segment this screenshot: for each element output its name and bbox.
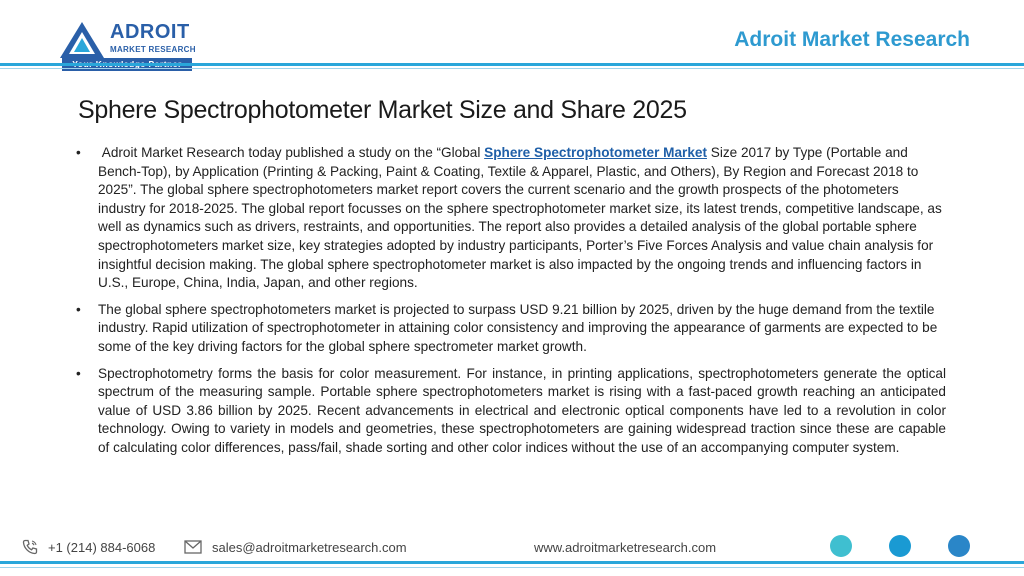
footer-phone[interactable] — [22, 537, 155, 557]
footer — [0, 537, 1024, 557]
phone-number: +1 (214) 884-6068 — [48, 539, 156, 555]
triangle-logo-icon — [60, 20, 108, 60]
bullet: • — [76, 301, 81, 317]
list-item — [74, 144, 946, 293]
paragraph-text: Adroit Market Research today published a study on the “Global Sphere Spectrophotometer Market Size 2017 by Type (Portable and Bench-Top), by Application (Printing & Packing, Paint & Coating, Textile & Apparel, Plastic, and Others), By Region and Forecast 2018 to 2025”. The global sphere spectrophotometers market report covers the current scenario and the growth prospects of the photometers industry for 2018-2025. The global report focusses on the sphere spectrophotometer market size, its latest trends, competitive landscape, as well as dynamics such as drivers, restraints, and opportunities. The report also provides a detailed analysis of the global portable sphere spectrophotometers market size, key strategies adopted by industry participants, Porter’s Five Forces Analysis and value chain analysis for insightful decision making. The global sphere spectrophotometer market is also impacted by the ongoing trends and influencing factors in U.S., Europe, China, India, Japan, and other regions. — [98, 145, 942, 291]
decorative-dot-3 — [948, 535, 970, 557]
footer-divider — [0, 561, 1024, 564]
content-list — [74, 144, 946, 466]
header-divider-thin — [0, 68, 1024, 69]
paragraph-text: Spectrophotometry forms the basis for color measurement. For instance, in printing applications, spectrophotometers generate the optical spectrum of the measuring sample. Portable sphere spectrophotometers market is rising with a fast-paced growth reaching an anticipated value of USD 3.86 billion by 2025. Recent advancements in electrical and electronic optical components have led to a revolution in color technology. Owing to variety in models and geometries, these spectrophotometers are gaining widespread traction since these are capable of calculating color differences, pass/fail, shade sorting and other color indices without the use of an accompanying computer system. — [98, 365, 946, 455]
envelope-icon — [184, 540, 202, 554]
bullet: • — [76, 145, 81, 160]
market-report-link[interactable]: Sphere Spectrophotometer Market — [484, 145, 707, 160]
paragraph-text: The global sphere spectrophotometers market is projected to surpass USD 9.21 billion by 2025, driven by the huge demand from the textile industry. Rapid utilization of spectrophotometer in attaining color consistency and improving the appearance of garments are expected to be some of the key driving factors for the global sphere spectrometer market growth. — [98, 301, 938, 354]
footer-email[interactable] — [184, 537, 407, 557]
list-item — [74, 365, 946, 458]
bullet: • — [76, 365, 81, 381]
phone-icon — [22, 539, 38, 555]
list-item — [74, 301, 946, 357]
header-divider — [0, 63, 1024, 66]
decorative-dot-1 — [830, 535, 852, 557]
footer-website[interactable] — [534, 537, 716, 557]
email-address: sales@adroitmarketresearch.com — [212, 539, 407, 555]
decorative-dot-2 — [889, 535, 911, 557]
logo-name: ADROIT — [110, 21, 190, 43]
header-brand: Adroit Market Research — [734, 28, 970, 51]
website-url: www.adroitmarketresearch.com — [534, 539, 717, 555]
logo-subtitle: MARKET RESEARCH — [110, 45, 196, 54]
footer-divider-thin — [0, 567, 1024, 568]
page-title: Sphere Spectrophotometer Market Size and Share 2025 — [78, 96, 687, 124]
